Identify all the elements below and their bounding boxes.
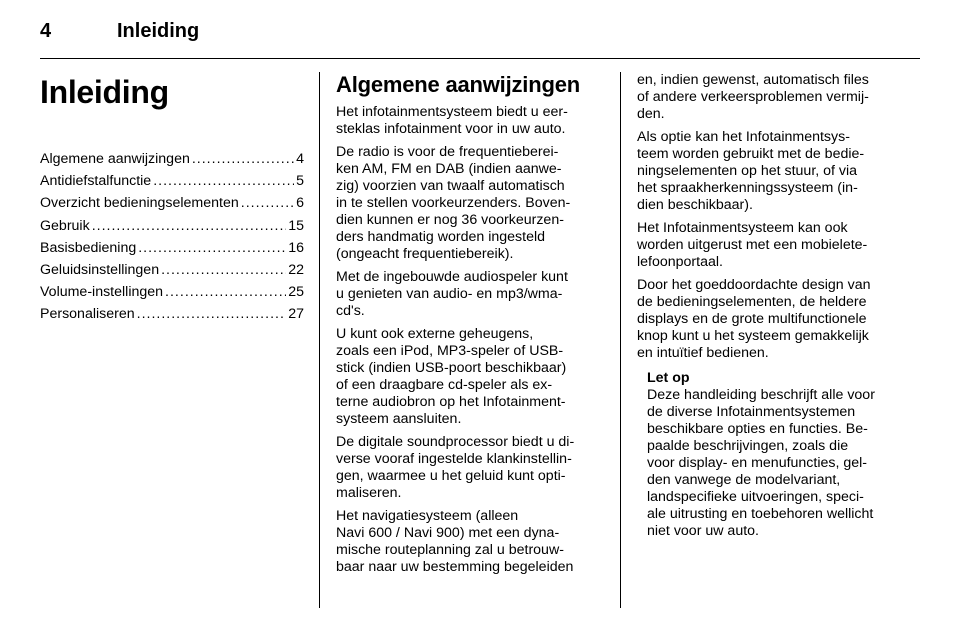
text-line: zig) voorzien van twaalf automatisch [336, 178, 565, 194]
text-line: ders handmatig worden ingesteld [336, 229, 546, 245]
text-line: De digitale soundprocessor biedt u di- [336, 434, 575, 450]
text-line: u genieten van audio- en mp3/wma- [336, 286, 563, 302]
text-line: Het navigatiesysteem (alleen [336, 508, 519, 524]
toc-entry-page: 16 [288, 239, 304, 256]
toc-entry-label: Volume-instellingen [40, 284, 164, 301]
toc-leader-dots [92, 216, 287, 236]
toc-entry[interactable] [40, 216, 304, 238]
text-line: cd's. [336, 303, 365, 319]
note-line: beschikbare opties en functies. Be- [647, 421, 868, 437]
text-line: verse vooraf ingestelde klankinstellin- [336, 451, 572, 467]
text-line: stick (indien USB-poort beschikbaar) [336, 360, 567, 376]
paragraph [637, 129, 907, 214]
section-title: Inleiding [40, 74, 169, 110]
note-line: niet voor uw auto. [647, 523, 759, 539]
toc-entry[interactable] [40, 193, 304, 215]
text-line: Het infotainmentsysteem biedt u eer- [336, 104, 568, 120]
chapter-title: Inleiding [117, 20, 200, 42]
text-line: displays en de grote multifunctionele [637, 311, 867, 327]
text-line: Navi 600 / Navi 900) met een dyna- [336, 525, 560, 541]
toc-entry[interactable] [40, 149, 304, 171]
paragraph [637, 72, 907, 123]
paragraph [637, 277, 907, 362]
text-line: (ongeacht frequentiebereik). [336, 246, 514, 262]
toc-entry-label: Overzicht bedieningselementen [40, 195, 239, 212]
text-line: in te stellen voorkeurzenders. Boven- [336, 195, 571, 211]
toc-entry-label: Geluidsinstellingen [40, 261, 160, 278]
toc-entry[interactable] [40, 238, 304, 260]
toc-entry-page: 25 [288, 284, 304, 301]
column-divider-right [620, 72, 621, 608]
toc-entry[interactable] [40, 282, 304, 304]
toc-leader-dots [138, 238, 286, 258]
text-line: gen, waarmee u het geluid kunt opti- [336, 468, 566, 484]
text-line: de bedieningselementen, de heldere [637, 294, 867, 310]
toc-entry-page: 22 [288, 261, 304, 278]
toc-entry-label: Antidiefstalfunctie [40, 173, 152, 190]
text-line: knop kunt u het systeem gemakkelijk [637, 328, 869, 344]
text-line: of andere verkeersproblemen vermij- [637, 89, 869, 105]
paragraph [336, 269, 606, 320]
page-number: 4 [40, 20, 52, 42]
table-of-contents [40, 149, 304, 327]
toc-entry-page: 4 [296, 151, 304, 167]
text-line: ken AM, FM en DAB (indien aanwe- [336, 161, 562, 177]
text-line: Door het goeddoordachte design van [637, 277, 871, 293]
toc-entry-page: 27 [288, 306, 304, 323]
text-line: worden uitgerust met een mobielete- [637, 237, 868, 253]
text-line: teem worden gebruikt met de bedie- [637, 146, 865, 162]
note-title: Let op [647, 370, 690, 386]
text-line: dien kunnen er nog 36 voorkeurzen- [336, 212, 564, 228]
note-line: Deze handleiding beschrijft alle voor [647, 387, 875, 403]
text-line: Als optie kan het Infotainmentsys- [637, 129, 850, 145]
toc-entry-label: Personaliseren [40, 306, 135, 323]
paragraph [336, 104, 606, 138]
toc-leader-dots [137, 304, 287, 324]
toc-entry-page: 6 [296, 195, 304, 212]
column-2-body [336, 104, 606, 576]
toc-leader-dots [165, 282, 286, 302]
toc-entry[interactable] [40, 304, 304, 326]
column-3 [637, 72, 907, 540]
note-line: paalde beschrijvingen, zoals die [647, 438, 849, 454]
note-body [647, 387, 907, 540]
text-line: terne audiobron op het Infotainment- [336, 394, 566, 410]
text-line: en intuïtief bedienen. [637, 345, 769, 361]
toc-leader-dots [241, 193, 294, 213]
text-line: Het Infotainmentsysteem kan ook [637, 220, 848, 236]
paragraph [336, 508, 606, 576]
note-line: landspecifieke uitvoeringen, speci- [647, 489, 864, 505]
note-line: voor display- en menufuncties, gel- [647, 455, 868, 471]
note-line: de diverse Infotainmentsystemen [647, 404, 856, 420]
column-2 [336, 72, 606, 582]
text-line: U kunt ook externe geheugens, [336, 326, 534, 342]
text-line: systeem aansluiten. [336, 411, 462, 427]
text-line: De radio is voor de frequentieberei- [336, 144, 559, 160]
toc-entry[interactable] [40, 260, 304, 282]
text-line: mische routeplanning zal u betrouw- [336, 542, 564, 558]
header-rule [40, 58, 920, 59]
toc-leader-dots [192, 149, 294, 169]
toc-leader-dots [153, 171, 294, 191]
text-line: den. [637, 106, 665, 122]
text-line: Met de ingebouwde audiospeler kunt [336, 269, 568, 285]
toc-entry-label: Basisbediening [40, 239, 137, 256]
paragraph [336, 326, 606, 428]
note-line: den vanwege de modelvariant, [647, 472, 841, 488]
toc-leader-dots [161, 260, 286, 280]
text-line: zoals een iPod, MP3-speler of USB- [336, 343, 564, 359]
text-line: dien beschikbaar). [637, 197, 753, 213]
toc-entry[interactable] [40, 171, 304, 193]
paragraph [637, 220, 907, 271]
text-line: ningselementen op het stuur, of via [637, 163, 858, 179]
text-line: baar naar uw bestemming begeleiden [336, 559, 574, 575]
text-line: het spraakherkenningssysteem (in- [637, 180, 858, 196]
text-line: of een draagbare cd-speler als ex- [336, 377, 553, 393]
text-line: en, indien gewenst, automatisch files [637, 72, 869, 88]
text-line: lefoonportaal. [637, 254, 723, 270]
section-heading: Algemene aanwijzingen [336, 72, 580, 97]
column-divider-left [319, 72, 320, 608]
column-3-body [637, 72, 907, 362]
toc-entry-label: Algemene aanwijzingen [40, 151, 190, 167]
toc-entry-page: 15 [288, 217, 304, 234]
toc-entry-label: Gebruik [40, 217, 90, 234]
text-line: steklas infotainment voor in uw auto. [336, 121, 566, 137]
note-line: ale uitrusting en toebehoren wellicht [647, 506, 874, 522]
toc-entry-page: 5 [296, 173, 304, 190]
paragraph [336, 434, 606, 502]
paragraph [336, 144, 606, 263]
note-box [647, 370, 907, 540]
text-line: maliseren. [336, 485, 402, 501]
